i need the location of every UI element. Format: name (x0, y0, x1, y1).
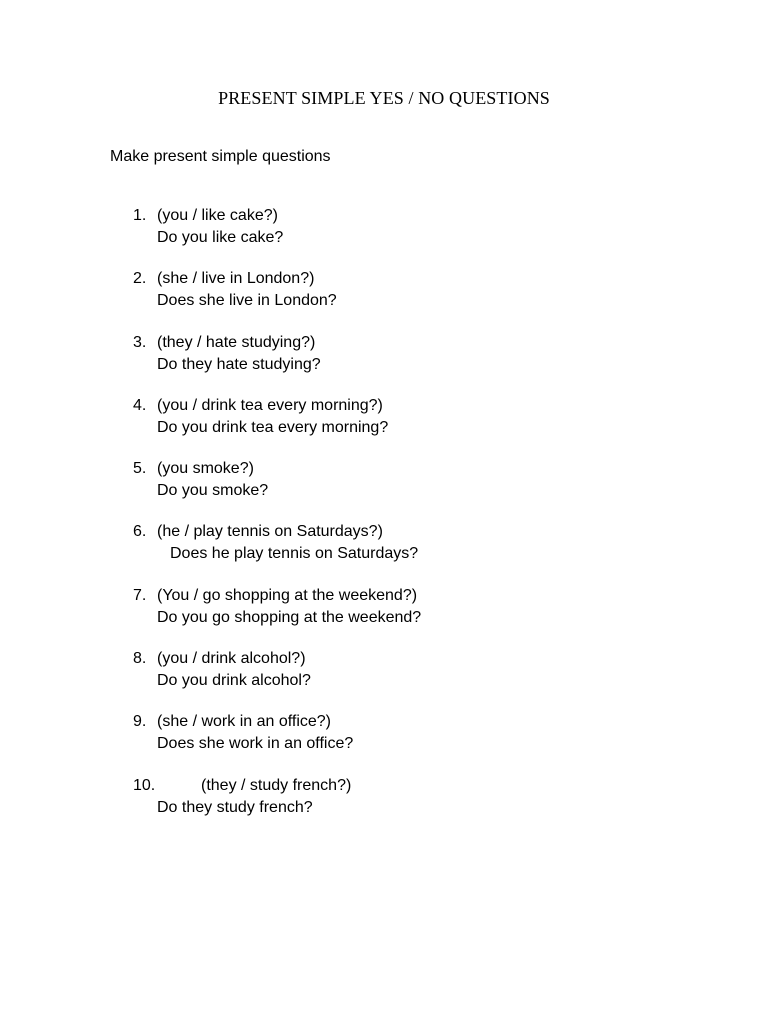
question-item-4 (0, 395, 768, 458)
question-number: 9. (133, 713, 147, 731)
question-list (0, 205, 768, 838)
question-prompt: (she / work in an office?) (157, 713, 332, 731)
question-prompt: (they / study french?) (201, 776, 352, 794)
question-answer: Do you smoke? (157, 482, 269, 500)
question-answer: Does she live in London? (157, 292, 337, 310)
question-prompt: (she / live in London?) (157, 270, 315, 288)
question-number: 10. (133, 776, 156, 794)
question-item-1 (0, 205, 768, 268)
question-answer: Do you drink tea every morning? (157, 418, 389, 436)
question-item-9 (0, 711, 768, 774)
question-prompt: (you smoke?) (157, 460, 254, 478)
question-number: 6. (133, 523, 147, 541)
question-answer: Do you drink alcohol? (157, 672, 311, 690)
question-number: 4. (133, 396, 147, 414)
question-answer: Does he play tennis on Saturdays? (170, 545, 419, 563)
question-answer: Do you like cake? (157, 229, 284, 246)
question-prompt: (you / drink tea every morning?) (157, 396, 383, 414)
page-title: PRESENT SIMPLE YES / NO QUESTIONS (218, 88, 550, 108)
question-number: 7. (133, 586, 147, 604)
question-item-6 (0, 521, 768, 584)
instruction-text: Make present simple questions (110, 148, 331, 165)
question-prompt: (You / go shopping at the weekend?) (157, 586, 418, 604)
question-answer: Does she work in an office? (157, 735, 354, 753)
question-item-7 (0, 585, 768, 648)
question-item-10 (0, 775, 768, 838)
question-answer: Do they study french? (157, 798, 313, 816)
question-prompt: (he / play tennis on Saturdays?) (157, 523, 383, 541)
question-item-2 (0, 268, 768, 331)
question-prompt: (you / drink alcohol?) (157, 650, 306, 668)
question-number: 5. (133, 460, 147, 478)
question-number: 2. (133, 270, 147, 288)
question-number: 3. (133, 333, 147, 351)
question-item-5 (0, 458, 768, 521)
question-item-3 (0, 332, 768, 395)
question-answer: Do you go shopping at the weekend? (157, 608, 422, 626)
question-item-8 (0, 648, 768, 711)
question-number: 1. (133, 207, 147, 224)
question-prompt: (you / like cake?) (157, 207, 278, 224)
question-number: 8. (133, 650, 147, 668)
question-prompt: (they / hate studying?) (157, 333, 316, 351)
question-answer: Do they hate studying? (157, 355, 321, 373)
